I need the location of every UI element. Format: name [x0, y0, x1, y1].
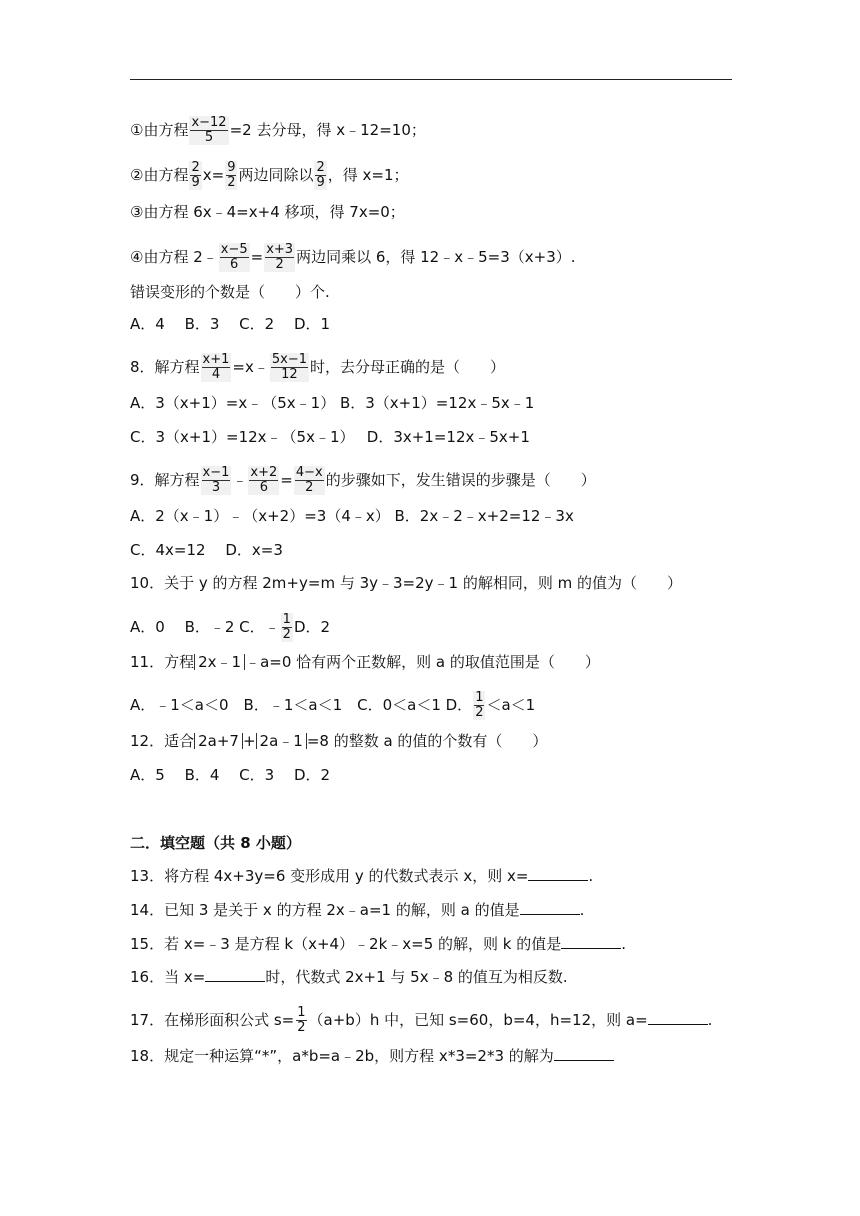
- q13: [130, 866, 593, 886]
- denominator: 3: [211, 480, 221, 495]
- text: 时，去分母正确的是（ ）: [310, 358, 506, 376]
- fraction: [189, 161, 201, 190]
- denominator: 2: [275, 257, 284, 272]
- text: .: [707, 1011, 713, 1029]
- absolute-value: 2a+7: [194, 733, 243, 749]
- denominator: 5: [204, 130, 214, 145]
- q11-options: [130, 691, 535, 720]
- q7-item-3: ③由方程 6x﹣4=x+4 移项，得 7x=0；: [130, 203, 405, 221]
- text: 的步骤如下，发生错误的步骤是（ ）: [325, 471, 596, 489]
- text: 15．若 x=﹣3 是方程 k（x+4）﹣2k﹣x=5 的解，则 k 的值是: [130, 935, 562, 953]
- text: ，得 x=1；: [327, 166, 409, 184]
- fraction: [225, 161, 237, 190]
- text: 两边同除以: [238, 166, 314, 184]
- numerator: 2: [191, 160, 200, 175]
- q7-item-2: [130, 161, 409, 190]
- text: A．0 B．﹣2 C．﹣: [130, 618, 280, 636]
- q14: [130, 900, 584, 920]
- text: x=: [202, 166, 225, 184]
- absolute-value: 2a﹣1: [256, 733, 307, 749]
- fraction: [270, 353, 309, 382]
- q9-options-2: C．4x=12 D．x=3: [130, 541, 283, 559]
- numerator: 9: [227, 160, 236, 175]
- text: =x﹣: [232, 358, 269, 376]
- denominator: 2: [282, 627, 291, 642]
- text: 8．解方程: [130, 358, 200, 376]
- text: 14．已知 3 是关于 x 的方程 2x﹣a=1 的解，则 a 的值是: [130, 901, 520, 919]
- text: .: [621, 935, 627, 953]
- numerator: 5x−1: [271, 352, 307, 367]
- q7-stem: 错误变形的个数是（ ）个.: [130, 283, 330, 301]
- fraction: [248, 466, 279, 495]
- denominator: 2: [297, 1020, 306, 1035]
- q16: [130, 967, 568, 987]
- numerator: 4−x: [295, 465, 323, 480]
- text: 9．解方程: [130, 471, 200, 489]
- q10-options: [130, 613, 330, 642]
- q9-stem: [130, 466, 596, 495]
- q7-item-4: [130, 243, 576, 272]
- text: =8 的整数 a 的值的个数有（ ）: [306, 732, 548, 750]
- section-heading: 二．填空题（共 8 小题）: [130, 834, 301, 852]
- fraction: [189, 116, 228, 145]
- numerator: x+2: [250, 465, 278, 480]
- absolute-value: 2x﹣1: [194, 654, 245, 670]
- text: ＜a＜1: [486, 696, 536, 714]
- text: =: [280, 471, 293, 489]
- fraction: [201, 466, 232, 495]
- numerator: x−12: [191, 115, 227, 130]
- q8-stem: [130, 353, 505, 382]
- numerator: x+1: [202, 352, 230, 367]
- text: 18．规定一种运算“*”，a*b=a﹣2b，则方程 x*3=2*3 的解为: [130, 1047, 554, 1065]
- numerator: 2: [316, 160, 325, 175]
- header-rule: [130, 79, 732, 80]
- answer-blank[interactable]: [554, 1046, 614, 1061]
- denominator: 9: [316, 175, 325, 190]
- answer-blank[interactable]: [561, 934, 621, 949]
- q10-stem: 10．关于 y 的方程 2m+y=m 与 3y﹣3=2y﹣1 的解相同，则 m 的值为（ ）: [130, 574, 682, 592]
- text: ﹣a=0 恰有两个正数解，则 a 的取值范围是（ ）: [245, 653, 600, 671]
- text: ﹣: [232, 471, 248, 489]
- text: 12．适合: [130, 732, 195, 750]
- text: A．﹣1＜a＜0 B．﹣1＜a＜1 C．0＜a＜1 D．: [130, 696, 473, 714]
- text: ④由方程 2﹣: [130, 248, 218, 266]
- text: 11．方程: [130, 653, 195, 671]
- q7-item-1: [130, 116, 426, 145]
- text: 两边同乘以 6，得 12﹣x﹣5=3（x+3）.: [296, 248, 576, 266]
- q12-stem: [130, 731, 547, 751]
- text: .: [588, 867, 594, 885]
- answer-blank[interactable]: [528, 866, 588, 881]
- denominator: 12: [281, 367, 298, 382]
- text: 13．将方程 4x+3y=6 变形成用 y 的代数式表示 x，则 x=: [130, 867, 529, 885]
- q8-options-2: C．3（x+1）=12x﹣（5x﹣1） D．3x+1=12x﹣5x+1: [130, 428, 530, 446]
- text: ①由方程: [130, 121, 189, 139]
- numerator: x+3: [266, 242, 294, 257]
- fraction: [473, 691, 485, 720]
- text: +: [242, 732, 256, 750]
- text: .: [579, 901, 585, 919]
- text: =2 去分母，得 x﹣12=10；: [229, 121, 426, 139]
- denominator: 9: [191, 175, 200, 190]
- q17: [130, 1006, 712, 1035]
- fraction: [295, 1006, 307, 1035]
- text: =: [250, 248, 264, 266]
- q15: [130, 934, 626, 954]
- denominator: 2: [227, 175, 236, 190]
- q12-options: A．5 B．4 C．3 D．2: [130, 766, 331, 784]
- q18: [130, 1046, 614, 1066]
- q8-options-1: A．3（x+1）=x﹣（5x﹣1） B．3（x+1）=12x﹣5x﹣1: [130, 394, 535, 412]
- numerator: 1: [282, 612, 291, 627]
- denominator: 2: [475, 705, 484, 720]
- text: 17．在梯形面积公式 s=: [130, 1011, 295, 1029]
- numerator: 1: [297, 1005, 306, 1020]
- fraction: [264, 243, 295, 272]
- fraction: [201, 353, 232, 382]
- text: 16．当 x=: [130, 968, 206, 986]
- denominator: 6: [230, 257, 239, 272]
- answer-blank[interactable]: [205, 967, 265, 982]
- fraction: [294, 466, 325, 495]
- text: 时，代数式 2x+1 与 5x﹣8 的值互为相反数.: [265, 968, 568, 986]
- q7-options: A．4 B．3 C．2 D．1: [130, 315, 331, 333]
- q11-stem: [130, 652, 600, 672]
- fraction: [281, 613, 293, 642]
- numerator: x−1: [202, 465, 230, 480]
- denominator: 6: [259, 480, 268, 495]
- text: D．2: [293, 618, 331, 636]
- answer-blank[interactable]: [648, 1010, 708, 1025]
- q9-options-1: A．2（x﹣1）﹣（x+2）=3（4﹣x） B．2x﹣2﹣x+2=12﹣3x: [130, 507, 574, 525]
- text: （a+b）h 中，已知 s=60，b=4，h=12，则 a=: [308, 1011, 648, 1029]
- fraction: [219, 243, 250, 272]
- text: ②由方程: [130, 166, 189, 184]
- denominator: 4: [211, 367, 221, 382]
- numerator: x−5: [220, 242, 248, 257]
- fraction: [314, 161, 326, 190]
- denominator: 2: [305, 480, 314, 495]
- answer-blank[interactable]: [520, 900, 580, 915]
- numerator: 1: [475, 690, 484, 705]
